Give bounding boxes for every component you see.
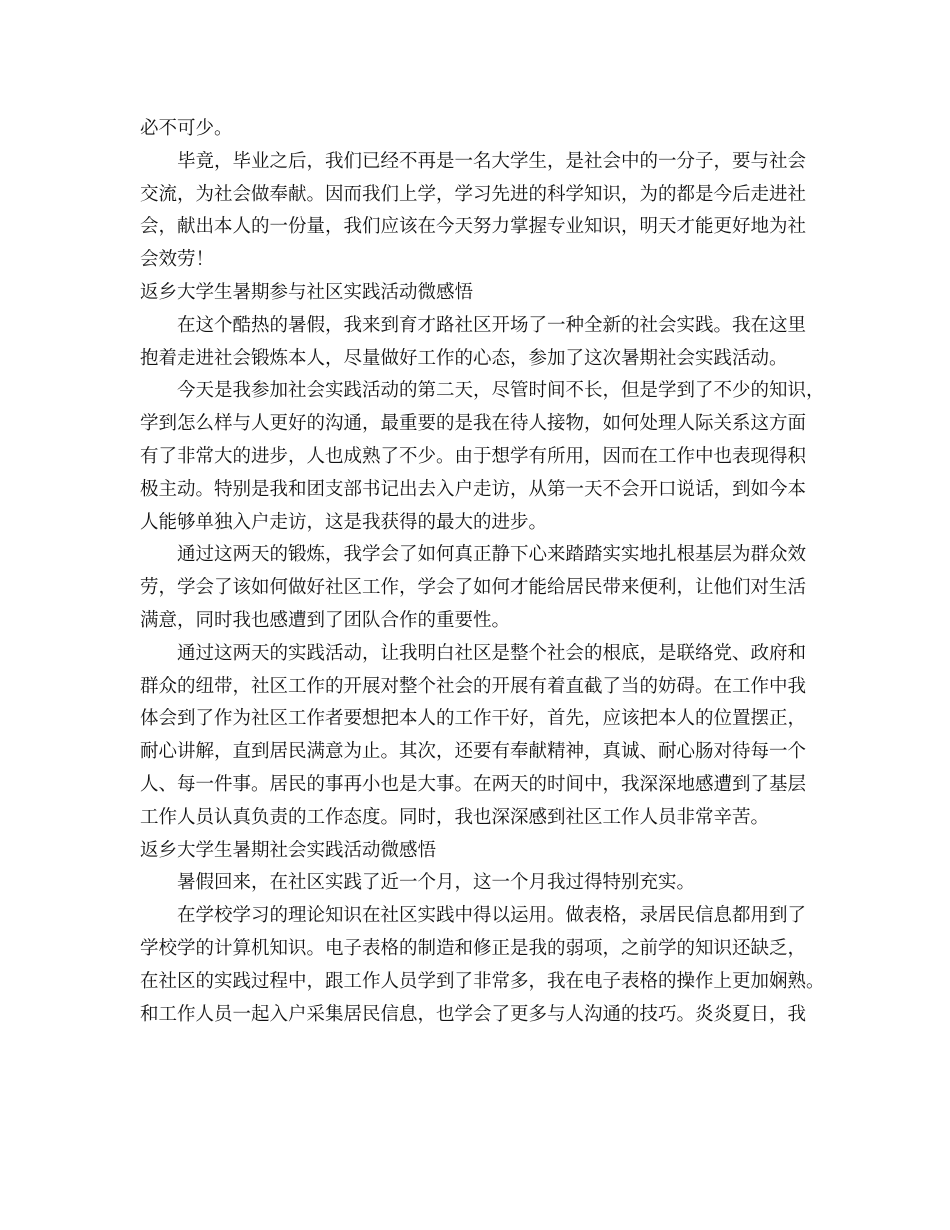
text-line: 有了非常大的进步，人也成熟了不少。由于想学有所用，因而在工作中也表现得积 <box>140 445 807 467</box>
text-line: 在这个酷热的暑假，我来到育才路社区开场了一种全新的社会实践。我在这里 <box>177 314 807 336</box>
section-heading <box>140 835 820 868</box>
text-line: 交流，为社会做奉献。因而我们上学，学习先进的科学知识，为的都是今后走进社 <box>140 183 807 205</box>
text-line: 今天是我参加社会实践活动的第二天，尽管时间不长，但是学到了不少的知识， <box>177 380 825 402</box>
section-heading <box>140 277 820 310</box>
heading-text: 返乡大学生暑期参与社区实践活动微感悟 <box>140 281 474 303</box>
text-line: 极主动。特别是我和团支部书记出去入户走访，从第一天不会开口说话，到如今本 <box>140 478 807 500</box>
paragraph <box>140 375 825 539</box>
text-line: 劳，学会了该如何做好社区工作，学会了如何才能给居民带来便利，让他们对生活 <box>140 577 807 599</box>
text-line: 和工作人员一起入户采集居民信息，也学会了更多与人沟通的技巧。炎炎夏日，我 <box>140 1003 807 1025</box>
text-line: 体会到了作为社区工作者要想把本人的工作干好，首先，应该把本人的位置摆正， <box>140 708 807 730</box>
text-line: 在学校学习的理论知识在社区实践中得以运用。做表格，录居民信息都用到了 <box>177 905 807 927</box>
text-line: 群众的纽带，社区工作的开展对整个社会的开展有着直截了当的妨碍。在工作中我 <box>140 675 807 697</box>
paragraph <box>140 113 820 146</box>
text-line: 人、每一件事。居民的事再小也是大事。在两天的时间中，我深深地感遭到了基层 <box>140 773 807 795</box>
text-line: 在社区的实践过程中，跟工作人员学到了非常多，我在电子表格的操作上更加娴熟。 <box>140 970 825 992</box>
text-line: 必不可少。 <box>140 118 233 139</box>
text-line: 会，献出本人的一份量，我们应该在今天努力掌握专业知识，明天才能更好地为社 <box>140 216 807 238</box>
paragraph <box>140 867 820 900</box>
paragraph <box>140 146 820 277</box>
paragraph <box>140 900 825 1031</box>
text-line: 抱着走进社会锻炼本人，尽量做好工作的心态，参加了这次暑期社会实践活动。 <box>140 347 788 369</box>
paragraph <box>140 539 820 637</box>
text-line: 工作人员认真负责的工作态度。同时，我也深深感到社区工作人员非常辛苦。 <box>140 806 770 828</box>
text-line: 满意，同时我也感遭到了团队合作的重要性。 <box>140 609 511 631</box>
text-line: 耐心讲解，直到居民满意为止。其次，还要有奉献精神，真诚、耐心肠对待每一个 <box>140 741 807 763</box>
text-line: 学到怎么样与人更好的沟通，最重要的是我在待人接物，如何处理人际关系这方面 <box>140 413 807 435</box>
document-body <box>140 113 825 1031</box>
paragraph <box>140 310 820 376</box>
text-line: 学校学的计算机知识。电子表格的制造和修正是我的弱项，之前学的知识还缺乏， <box>140 937 807 959</box>
text-line: 毕竟，毕业之后，我们已经不再是一名大学生，是社会中的一分子，要与社会 <box>177 150 807 172</box>
text-line: 暑假回来，在社区实践了近一个月，这一个月我过得特别充实。 <box>177 872 696 894</box>
text-line: 通过这两天的实践活动，让我明白社区是整个社会的根底，是联络党、政府和 <box>177 642 807 664</box>
text-line: 通过这两天的锻炼，我学会了如何真正静下心来踏踏实实地扎根基层为群众效 <box>177 544 807 566</box>
paragraph <box>140 638 820 835</box>
text-line: 会效劳！ <box>140 249 215 271</box>
heading-text: 返乡大学生暑期社会实践活动微感悟 <box>140 839 437 861</box>
text-line: 人能够单独入户走访，这是我获得的最大的进步。 <box>140 511 548 533</box>
